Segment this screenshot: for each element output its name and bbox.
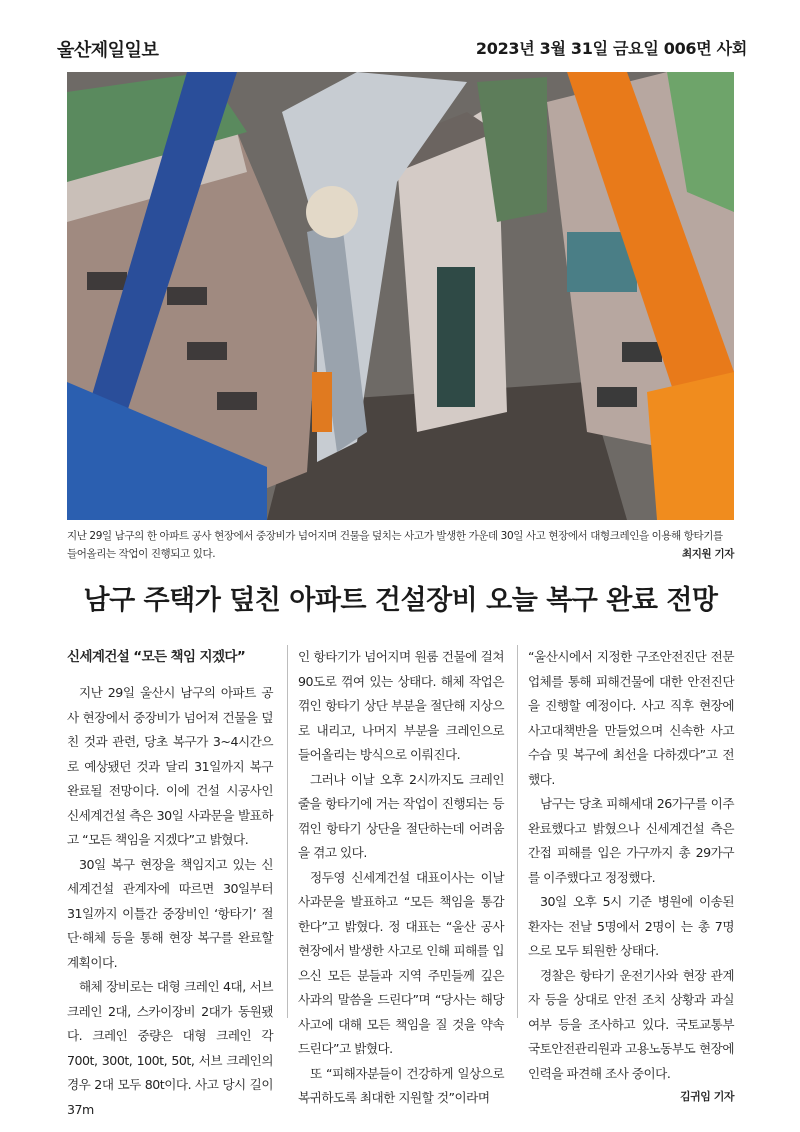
paragraph: 30일 오후 5시 기준 병원에 이송된 환자는 전날 5명에서 2명이 는 총 7명으로 모두 퇴원한 상태다. <box>528 894 734 958</box>
masthead <box>57 36 747 62</box>
paragraph: 경찰은 항타기 운전기사와 현장 관계자 등을 상대로 안전 조치 상황과 과실 여부 등을 조사하고 있다. 국토교통부 국토안전관리원과 고용노동부도 현장에 인력을 파견해 조사 중이다. <box>528 967 734 1081</box>
paragraph: 또 “피해자분들이 건강하게 일상으로 복귀하도록 최대한 지원할 것”이라며 <box>298 1065 504 1105</box>
paragraph: 30일 복구 현장을 책임지고 있는 신세계건설 관계자에 따르면 30일부터 31일까지 이틀간 중장비인 ‘항타기’ 절단·해체 등을 통해 현장 복구를 완료할 계획이다. <box>67 856 273 970</box>
subhead: 신세계건설 “모든 책임 지겠다” <box>67 649 246 665</box>
article-column-1 <box>67 645 273 1122</box>
byline: 김귀임 기자 <box>680 1090 734 1103</box>
paragraph: 남구는 당초 피해세대 26가구를 이주 완료했다고 밝혔으나 신세계건설 측은 간접 피해를 입은 가구까지 총 29가구를 이주했다고 정정했다. <box>528 796 734 885</box>
column-divider <box>517 645 518 1018</box>
article-column-2 <box>298 645 504 1111</box>
paper-name: 울산제일일보 <box>57 40 159 61</box>
paragraph: “울산시에서 지정한 구조안전진단 전문업체를 통해 피해건물에 대한 안전진단을 진행할 예정이다. 사고 직후 현장에 사고대책반을 만들었으며 신속한 사고수습 및 복구에 최선을 다하겠다”고 전했다. <box>528 649 734 787</box>
news-photo <box>67 72 734 520</box>
paragraph: 정두영 신세계건설 대표이사는 이날 사과문을 발표하고 “모든 책임을 통감한다”고 밝혔다. 정 대표는 “울산 공사현장에서 발생한 사고로 인해 피해를 입으신 모든 분들과 지역 주민들께 깊은 사과의 말씀을 드린다”며 “당사는 해당 사고에 대해 모든 책임을 질 것을 약속드린다”고 밝혔다. <box>298 869 504 1056</box>
column-divider <box>287 645 288 1018</box>
paragraph: 인 항타기가 넘어지며 원룸 건물에 걸쳐 90도로 꺾여 있는 상태다. 해체 작업은 꺾인 항타기 상단 부분을 절단해 지상으로 내리고, 나머지 부분을 크레인으로 들어올리는 방식으로 이뤄진다. <box>298 649 504 762</box>
issue-info: 2023년 3월 31일 금요일 006면 사회 <box>475 39 747 58</box>
article-column-3 <box>528 645 734 1108</box>
paragraph: 해체 장비로는 대형 크레인 4대, 서브 크레인 2대, 스카이장비 2대가 동원됐다. 크레인 중량은 대형 크레인 각 700t, 300t, 100t, 50t, 서브 크레인의 경우 2대 모두 80t이다. 사고 당시 길이 37m <box>67 979 273 1117</box>
caption-text: 지난 29일 남구의 한 아파트 공사 현장에서 중장비가 넘어지며 건물을 덮치는 사고가 발생한 가운데 30일 사고 현장에서 대형크레인을 이용해 항타기를 들어올리는 작업이 진행되고 있다. <box>67 530 723 560</box>
photo-caption <box>67 527 734 563</box>
paragraph: 지난 29일 울산시 남구의 아파트 공사 현장에서 중장비가 넘어져 건물을 덮친 것과 관련, 당초 복구가 3~4시간으로 예상됐던 것과 달리 31일까지 복구 완료될 전망이다. 이에 건설 시공사인 신세계건설 측은 30일 사과문을 발표하고 “모든 책임을 지겠다”고 밝혔다. <box>67 685 273 847</box>
headline: 남구 주택가 덮친 아파트 건설장비 오늘 복구 완료 전망 <box>83 585 718 616</box>
paragraph: 그러나 이날 오후 2시까지도 크레인 줄을 항타기에 거는 작업이 진행되는 등 꺾인 항타기 상단을 절단하는데 어려움을 겪고 있다. <box>298 771 504 860</box>
photo-credit: 최지원 기자 <box>682 548 734 560</box>
